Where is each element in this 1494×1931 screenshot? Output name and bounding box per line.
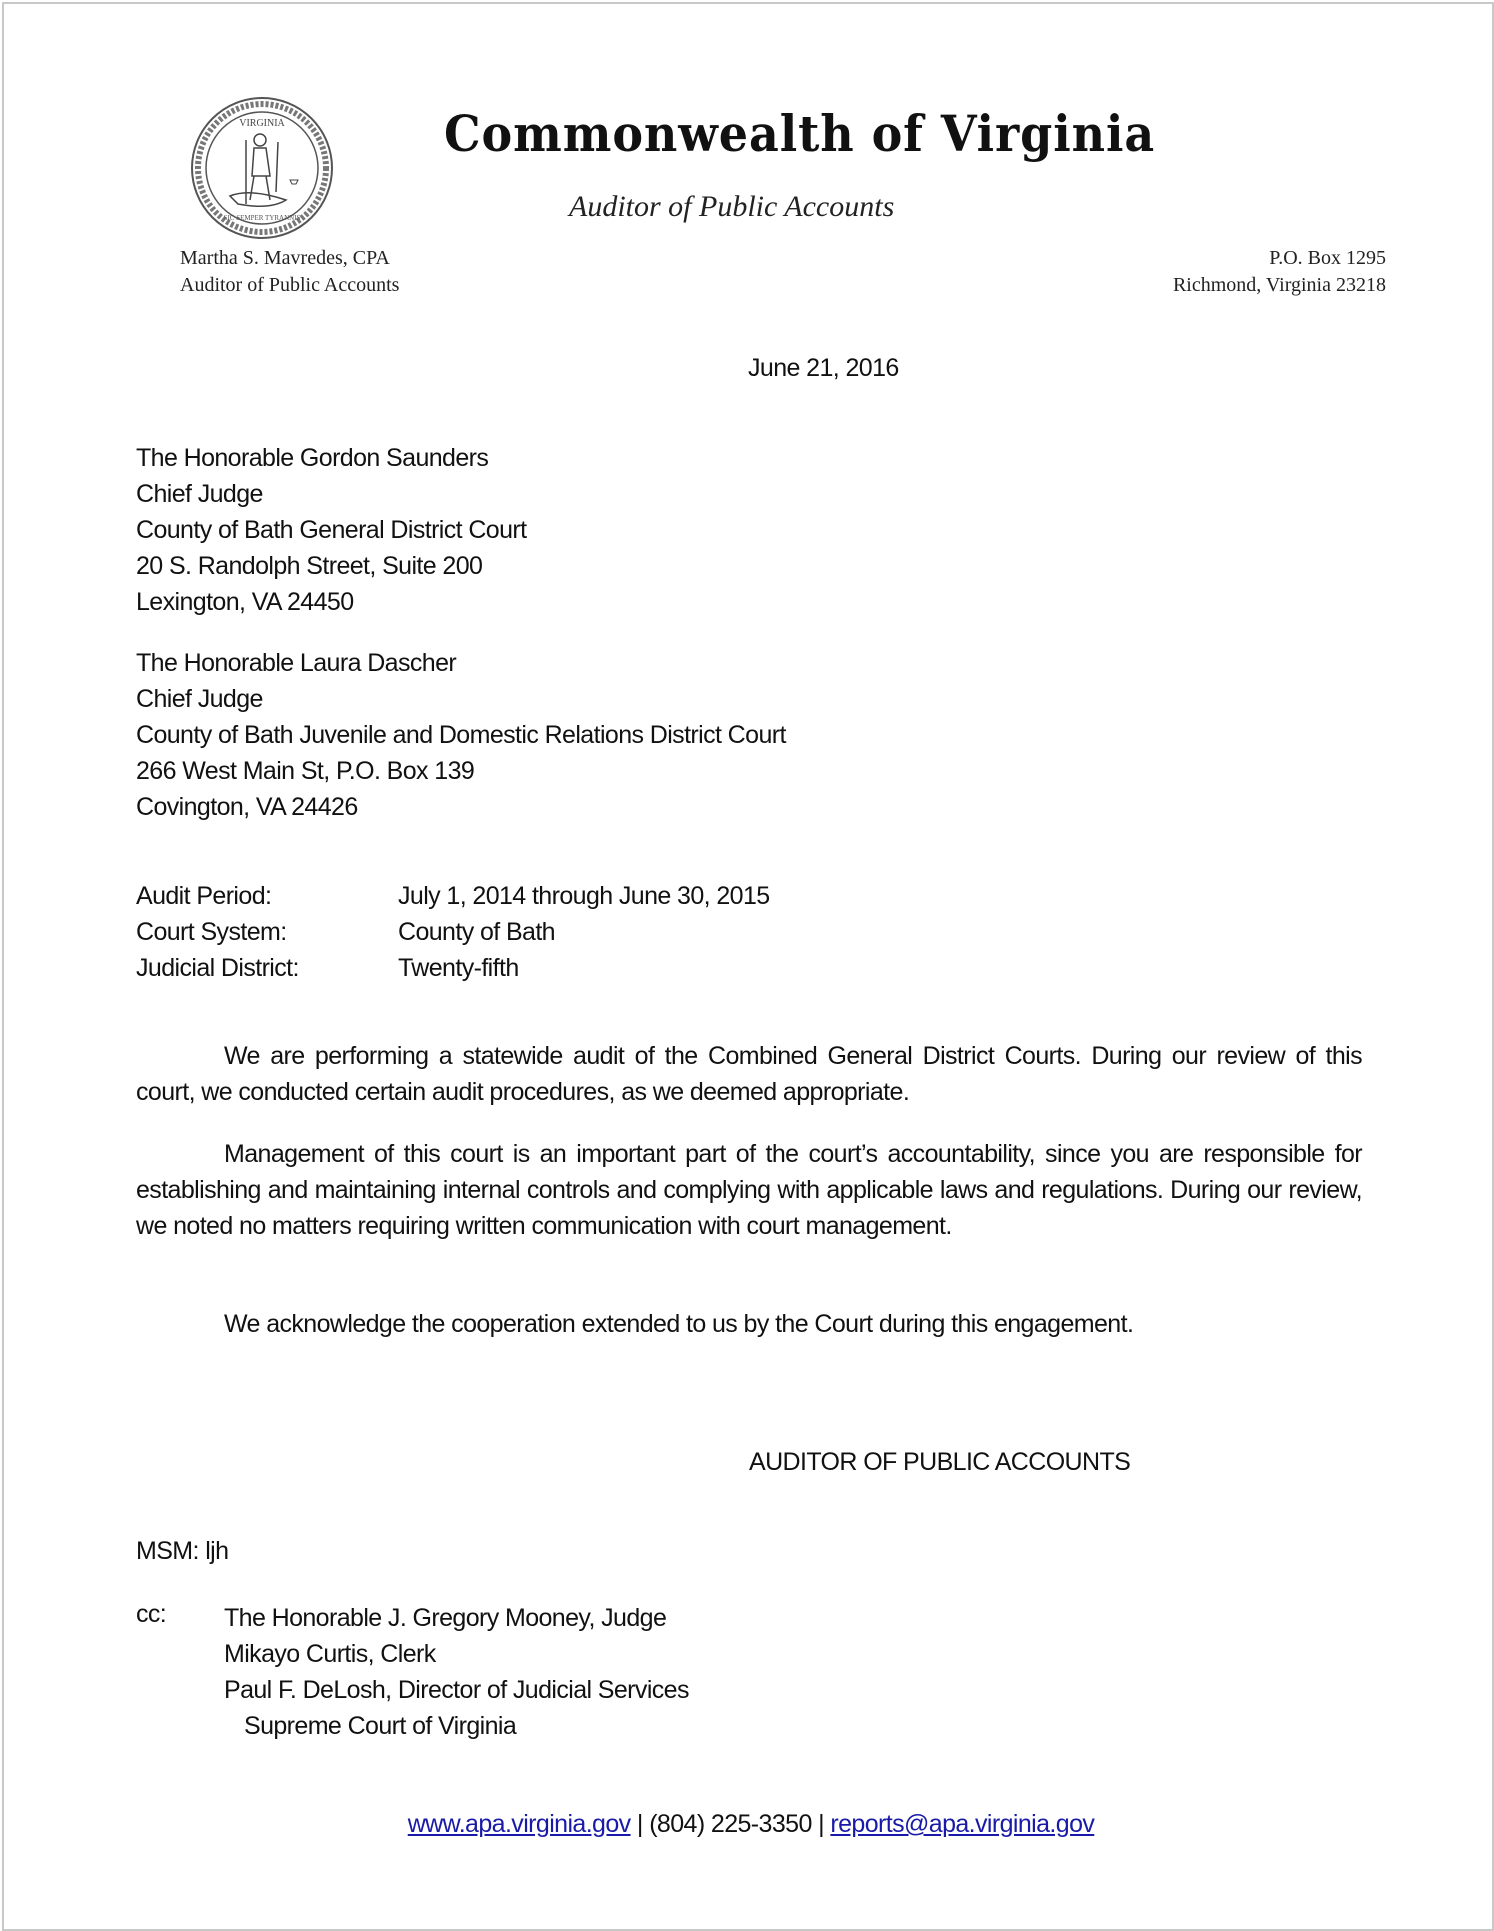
cc-label: cc: (136, 1600, 167, 1628)
svg-text:SIC SEMPER TYRANNIS: SIC SEMPER TYRANNIS (223, 214, 301, 222)
auditor-name: Martha S. Mavredes, CPA (180, 247, 390, 269)
recipient-line: Chief Judge (136, 480, 263, 508)
recipient-address-1 (136, 440, 526, 620)
cc-list (224, 1600, 689, 1744)
typist-initials: MSM: ljh (136, 1537, 229, 1565)
audit-info-value: Twenty-fifth (398, 954, 519, 982)
svg-text:VIRGINIA: VIRGINIA (239, 118, 285, 129)
audit-info-table (136, 878, 770, 986)
letterhead-title: Commonwealth of Virginia (444, 104, 1156, 163)
body-paragraph-1: We are performing a statewide audit of the Combined General District Courts. During our review of this court, we conducted certain audit procedures, as we deemed appropriate. (136, 1042, 1362, 1106)
auditor-name-block (180, 245, 399, 299)
recipient-line: County of Bath Juvenile and Domestic Relations District Court (136, 721, 786, 749)
recipient-line: The Honorable Laura Dascher (136, 649, 457, 677)
recipient-line: Covington, VA 24426 (136, 793, 358, 821)
email-link[interactable]: reports@apa.virginia.gov (830, 1810, 1095, 1838)
body-paragraph-2: Management of this court is an important part of the court’s accountability, since you are responsible for establishing and maintaining internal controls and complying with applicable laws and regulations. During our review, we noted no matters requiring written communication with court management. (136, 1140, 1362, 1240)
cc-line: Paul F. DeLosh, Director of Judicial Services (224, 1676, 689, 1704)
website-link[interactable]: www.apa.virginia.gov (407, 1810, 631, 1838)
recipient-line: Lexington, VA 24450 (136, 588, 354, 616)
audit-info-value: County of Bath (398, 918, 555, 946)
virginia-seal-icon (190, 96, 334, 240)
footer-separator: | (818, 1810, 825, 1838)
recipient-address-2 (136, 645, 786, 825)
auditor-title: Auditor of Public Accounts (180, 274, 400, 296)
letter-page (2, 2, 1494, 1931)
recipient-line: 266 West Main St, P.O. Box 139 (136, 757, 475, 785)
cc-line: The Honorable J. Gregory Mooney, Judge (224, 1604, 667, 1632)
po-box: P.O. Box 1295 (1269, 247, 1386, 269)
audit-info-label: Audit Period: (136, 882, 272, 910)
letterhead-subtitle: Auditor of Public Accounts (569, 190, 895, 223)
recipient-line: County of Bath General District Court (136, 516, 527, 544)
recipient-line: 20 S. Randolph Street, Suite 200 (136, 552, 483, 580)
cc-line: Mikayo Curtis, Clerk (224, 1640, 436, 1668)
audit-info-label: Judicial District: (136, 954, 299, 982)
audit-info-row (136, 878, 770, 914)
audit-info-value: July 1, 2014 through June 30, 2015 (398, 882, 770, 910)
footer-separator: | (636, 1810, 643, 1838)
contact-footer (4, 1810, 1494, 1839)
cc-line-sub: Supreme Court of Virginia (244, 1712, 517, 1740)
signature-block: AUDITOR OF PUBLIC ACCOUNTS (749, 1448, 1131, 1476)
recipient-line: Chief Judge (136, 685, 263, 713)
letter-date: June 21, 2016 (748, 354, 899, 382)
city-state-zip: Richmond, Virginia 23218 (1172, 274, 1386, 296)
audit-info-row (136, 950, 770, 986)
body-paragraph-3: We acknowledge the cooperation extended to us by the Court during this engagement. (224, 1310, 1134, 1338)
recipient-line: The Honorable Gordon Saunders (136, 444, 489, 472)
audit-info-label: Court System: (136, 918, 287, 946)
audit-info-row (136, 914, 770, 950)
mailing-address-block (1173, 245, 1386, 299)
phone-number: (804) 225-3350 (649, 1810, 812, 1838)
